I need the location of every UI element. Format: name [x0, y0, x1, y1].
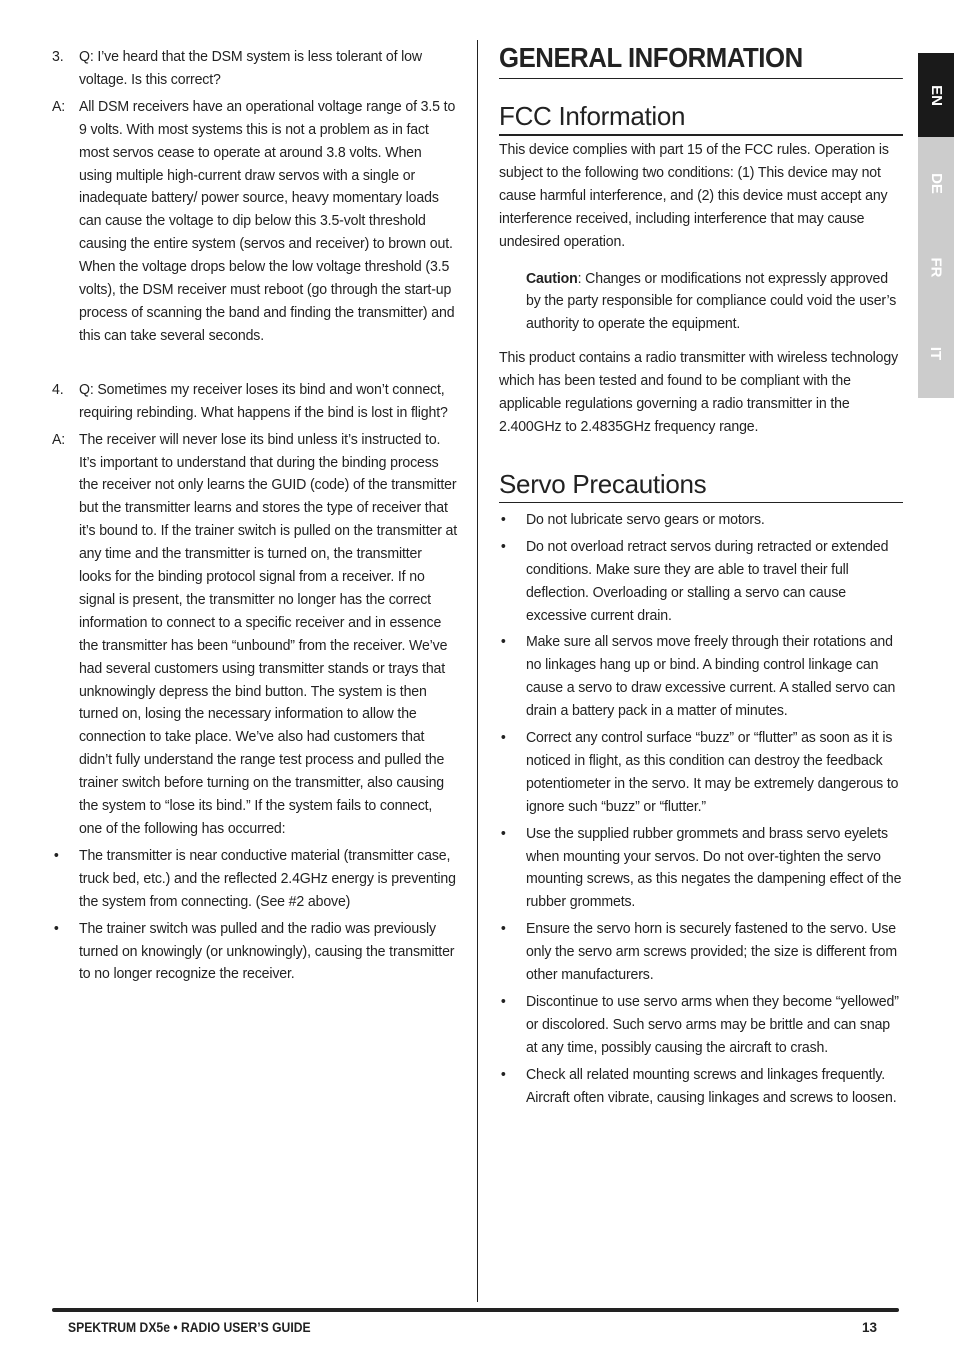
column-divider	[477, 40, 478, 1302]
faq-question-4	[52, 379, 457, 425]
answer-mark: A:	[52, 430, 66, 448]
faq-question-3	[52, 46, 457, 92]
bullet-icon: •	[500, 537, 506, 555]
page-number: 13	[862, 1320, 878, 1335]
faq-answer-3	[52, 96, 457, 348]
list-item	[52, 918, 457, 987]
faq-question-text: Q: I’ve heard that the DSM system is less tolerant of low voltage. Is this correct?	[78, 48, 422, 88]
faq-answer-4	[52, 429, 457, 841]
tab-fr[interactable]: FR	[927, 257, 945, 277]
faq-question-text: Q: Sometimes my receiver loses its bind and won’t connect, requiring rebinding. What happens if the bind is lost in flight?	[78, 380, 448, 421]
list-item	[499, 991, 904, 1060]
bullet-icon: •	[500, 824, 506, 842]
caution-note	[526, 268, 904, 337]
bullet-icon: •	[53, 919, 59, 937]
faq-answer-text: The receiver will never lose its bind unless it’s instructed to. It’s important to understand that during the binding process the receiver not only learns the GUID (code) of the transmitter but the transmitter learns and stores the type of receiver that it’s bound to. If the trainer switch is pulled on the transmitter at any time and the transmitter is turned on, the transmitter looks for the binding protocol signal from a receiver. If no signal is present, the transmitter no longer has the correct information to connect to a specific receiver and in essence the transmitter has been “unbound” from the receiver. We’ve had several customers using transmitter stands or trays that unknowingly depress the bind button. The system is then turned on, losing the necessary information to allow the connection to take place. We’ve also had customers that didn’t fully understand the range test process and pulled the trainer switch before turning on the transmitter, also causing the system to “lose its bind.” If the system fails to connect, one of the following has occurred:	[78, 430, 458, 837]
bullet-icon: •	[500, 1065, 506, 1083]
footer-title: SPEKTRUM DX5e • RADIO USER’S GUIDE	[68, 1320, 311, 1335]
list-item	[499, 1064, 904, 1110]
tab-de[interactable]: DE	[927, 172, 945, 194]
bullet-icon: •	[500, 920, 506, 938]
list-item-text: Discontinue to use servo arms when they become “yellowed” or discolored. Such servo arms may be brittle and can snap at any time, possibly causing the aircraft to crash.	[525, 993, 899, 1056]
caution-label: Caution	[526, 269, 578, 287]
list-item-text: Use the supplied rubber grommets and brass servo eyelets when mounting your servos. Do not over-tighten the servo mounting screws, as this negates the dampening effect of the rubber grommets.	[525, 824, 902, 911]
bullet-icon: •	[500, 729, 506, 747]
list-item-text: The transmitter is near conductive material (transmitter case, truck bed, etc.) and the reflected 2.4GHz energy is preventing the system from connecting. (See #2 above)	[78, 846, 456, 910]
list-item	[499, 727, 904, 819]
tab-en[interactable]: EN	[918, 53, 954, 137]
list-item-text: Do not lubricate servo gears or motors.	[525, 510, 765, 528]
section-title-servo: Servo Precautions	[499, 469, 903, 503]
footer-rule	[52, 1308, 899, 1312]
faq-answer-text: All DSM receivers have an operational voltage range of 3.5 to 9 volts. With most systems this is not a problem as in fact most servos cease to operate at around 3.8 volts. When using multiple high-current draw servos with a single or inadequate battery/ power source, heavy momentary loads can cause the voltage to dip below this 3.5-volt threshold causing the entire system (servos and receiver) to brown out. When the voltage drops below the low voltage threshold (3.5 volts), the DSM receiver must reboot (go through the start-up process of scanning the band and finding the transmitter) and this can take several seconds.	[78, 97, 456, 344]
left-column	[52, 46, 458, 986]
list-item	[52, 845, 457, 914]
answer-mark: A:	[52, 97, 66, 115]
radio-paragraph: This product contains a radio transmitter with wireless technology which has been tested and found to be compliant with the applicable regulations governing a radio transmitter in the 2.400GHz to 2.4835GHz frequency range.	[499, 349, 899, 435]
list-item-text: Do not overload retract servos during retracted or extended conditions. Make sure they are able to travel their full deflection. Overloading or stalling a servo can cause excessive current drain.	[525, 537, 889, 624]
right-column	[499, 42, 903, 1110]
language-tabs	[918, 53, 954, 398]
page-title: GENERAL INFORMATION	[499, 42, 903, 79]
bullet-icon: •	[500, 993, 506, 1010]
tab-it[interactable]: IT	[927, 346, 945, 360]
bullet-icon: •	[53, 846, 59, 864]
fcc-paragraph: This device complies with part 15 of the FCC rules. Operation is subject to the following two conditions: (1) This device may not cause harmful interference, and (2) this device must accept any interference received, including interference that may cause undesired operation.	[499, 141, 889, 250]
section-title-fcc: FCC Information	[499, 101, 903, 136]
list-item-text: Check all related mounting screws and linkages frequently. Aircraft often vibrate, causing linkages and screws to loosen.	[525, 1065, 897, 1106]
list-item	[499, 918, 904, 987]
list-item	[499, 509, 904, 532]
list-item-text: Correct any control surface “buzz” or “flutter” as soon as it is noticed in flight, as this condition can destroy the feedback potentiometer in the servo. It may be extremely dangerous to ignore such “buzz” or “flutter.”	[525, 729, 899, 815]
list-item-text: Ensure the servo horn is securely fastened to the servo. Use only the servo arm screws provided; the size is different from other manufacturers.	[525, 920, 898, 984]
faq-number: 3.	[52, 48, 64, 65]
list-item-text: The trainer switch was pulled and the radio was previously turned on knowingly (or unknowingly), causing the transmitter to no longer recognize the receiver.	[78, 919, 455, 983]
caution-text: : Changes or modifications not expressly approved by the party responsible for compliance could void the user’s authority to operate the equipment.	[526, 269, 897, 333]
bullet-icon: •	[500, 510, 506, 528]
list-item	[499, 631, 904, 723]
bullet-icon: •	[500, 633, 506, 651]
faq-number: 4.	[52, 380, 64, 398]
list-item	[499, 536, 904, 628]
list-item	[499, 823, 904, 915]
list-item-text: Make sure all servos move freely through their rotations and no linkages hang up or bind. A binding control linkage can cause a servo to draw excessive current. A stalled servo can drain a battery pack in a matter of minutes.	[525, 633, 896, 720]
